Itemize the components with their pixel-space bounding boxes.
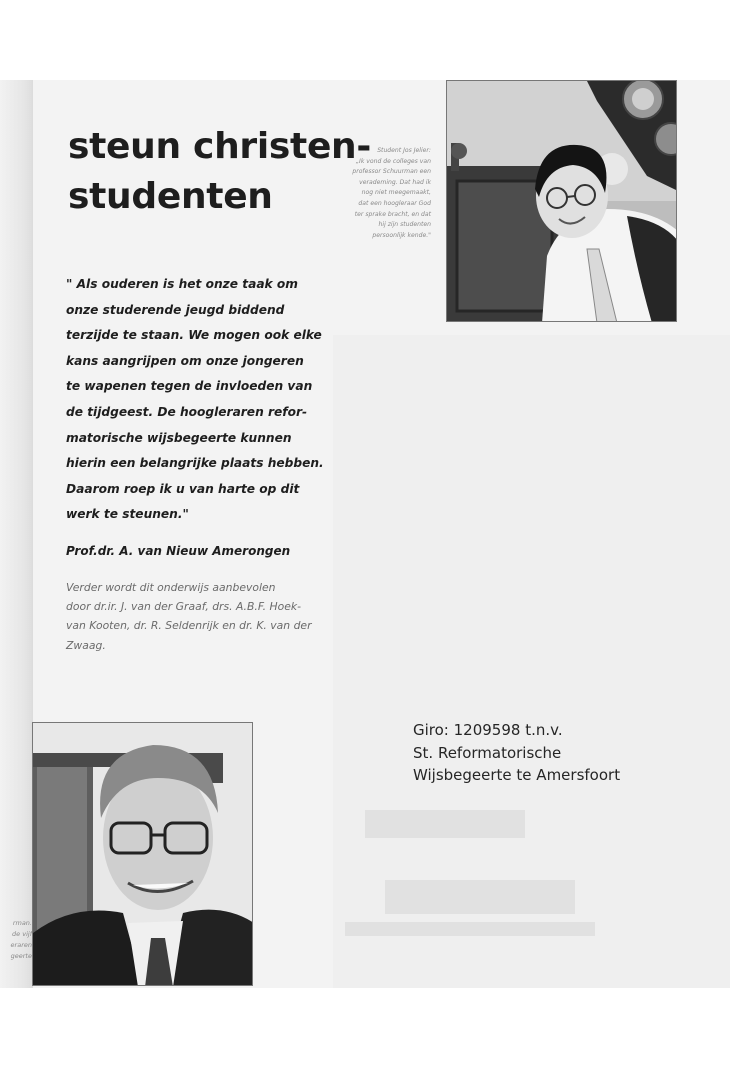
quote-line: Daarom roep ik u van harte op dit — [66, 481, 300, 496]
recommendation-line: Verder wordt dit onderwijs aanbevolen — [66, 581, 276, 594]
giro-line: Giro: 1209598 t.n.v. — [413, 721, 563, 739]
quote-line: werk te steunen." — [66, 507, 189, 522]
quote-line: " Als ouderen is het onze taak om — [66, 277, 298, 291]
fragment-line: de vijf — [12, 930, 32, 938]
caption-line: ter sprake bracht, en dat — [354, 210, 431, 218]
caption-line: Student Jos Jelier: — [377, 147, 431, 154]
recommendation-line: van Kooten, dr. R. Seldenrijk en dr. K. van der — [66, 619, 312, 633]
scan-edge — [0, 80, 34, 988]
caption-line: verademing. Dat had ik — [359, 178, 431, 186]
quote-line: hierin een belangrijke plaats hebben. — [66, 456, 324, 471]
caption-line: nog niet meegemaakt, — [361, 189, 431, 197]
quote-block — [66, 272, 328, 528]
student-photo — [446, 80, 677, 322]
quote-line: kans aangrijpen om onze jongeren — [66, 353, 304, 368]
show-through-shade — [345, 800, 595, 960]
quote-author: Prof.dr. A. van Nieuw Amerongen — [66, 544, 291, 558]
quote-line: onze studerende jeugd biddend — [66, 302, 285, 317]
student-photo-image — [447, 81, 677, 322]
recommendation-line: Zwaag. — [66, 638, 106, 652]
quote-line: terzijde te staan. We mogen ook elke — [66, 328, 322, 343]
adjacent-page-fragment — [0, 918, 32, 962]
caption-line: professor Schuurman een — [352, 168, 431, 176]
quote-line: de tijdgeest. De hoogleraren refor- — [66, 404, 308, 419]
caption-line: persoonlijk kende." — [372, 231, 431, 239]
recommendation-line: door dr.ir. J. van der Graaf, drs. A.B.F. Hoek- — [66, 600, 302, 614]
giro-details — [413, 719, 620, 787]
fragment-line: rman. — [12, 919, 32, 927]
show-through-image — [345, 800, 595, 960]
caption-line: hij zijn studenten — [378, 221, 431, 229]
quote-line: te wapenen tegen de invloeden van — [66, 379, 313, 394]
photo-caption — [325, 146, 431, 241]
fragment-line: geerte — [10, 952, 32, 960]
quote-line: matorische wijsbegeerte kunnen — [66, 430, 292, 445]
professor-photo — [32, 722, 253, 986]
caption-line: dat een hoogleraar God — [358, 199, 431, 207]
professor-photo-image — [33, 723, 253, 986]
fragment-line: eraren — [10, 941, 32, 949]
giro-line: St. Reformatorische — [413, 743, 562, 762]
giro-line: Wijsbegeerte te Amersfoort — [413, 766, 621, 784]
recommendation-text — [66, 578, 326, 655]
caption-line: „Ik vond de colleges van — [355, 157, 431, 165]
title-line-2: studenten — [68, 176, 273, 217]
title-line-1: steun christen- — [68, 126, 372, 167]
